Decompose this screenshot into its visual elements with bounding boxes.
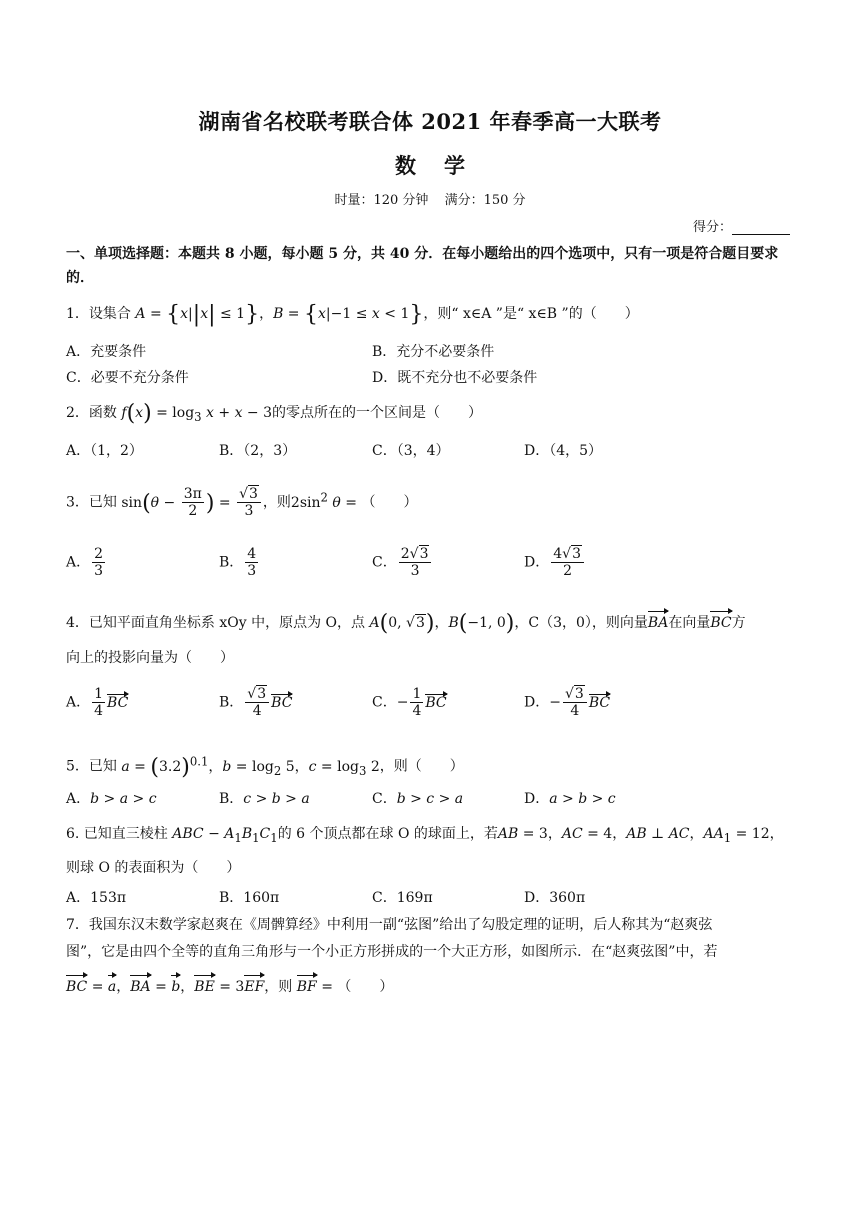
q7-line3-end: （ ） — [337, 979, 394, 995]
q5-formula: $a = (3.2)^{0.1}$，$b = \log_2 5$，$c = \log_3 2$ — [121, 754, 380, 780]
q6-line1-pre: 6. 已知直三棱柱 — [66, 826, 168, 842]
q3-formula: sin(θ − $\frac{3\pi}{2}$ ) = $\frac{√3}{3}$ — [121, 495, 263, 511]
q4-line1-end: 方 — [731, 615, 746, 631]
q5-stem-pre: 5．已知 — [66, 758, 117, 775]
question-4-line-2: 向上的投影向量为（ ） — [66, 650, 234, 666]
q5-option-c[interactable] — [372, 788, 463, 808]
q4-option-b[interactable]: B． $\frac{√3}{4}$ BC — [219, 686, 293, 719]
q5-option-d[interactable] — [524, 788, 616, 808]
q1-formula: A = {x||x| ≤ 1}，B = {x|−1 ≤ x < 1} — [135, 302, 424, 327]
q7-vectors: BC = a，BA = b，BE = 3EF，则 BF = — [66, 979, 337, 995]
q6-prism: ABC − $A_1B_1C_1$ — [172, 826, 278, 845]
score-field — [693, 216, 790, 235]
question-6-line-1 — [66, 823, 796, 849]
q1-option-b[interactable]: B．充分不必要条件 — [372, 344, 495, 360]
q3-stem-mid: ，则 — [262, 494, 291, 511]
question-2 — [66, 402, 796, 428]
score-blank[interactable] — [732, 222, 790, 235]
q4-label-b: B． — [219, 694, 244, 711]
q4-line1-pre: 4．已知平面直角坐标系 xOy 中，原点为 O，点 — [66, 615, 366, 631]
q5-options — [66, 788, 796, 810]
q3-option-b[interactable]: B． $\frac{4}{3}$ — [219, 546, 257, 579]
q6-option-b[interactable] — [219, 887, 279, 907]
question-4-line-1 — [66, 612, 796, 635]
q6-options — [66, 887, 796, 909]
q6-line1-mid: 的 6 个顶点都在球 O 的球面上，若 — [277, 826, 498, 842]
question-5 — [66, 750, 796, 781]
q6-label-a: A． — [66, 890, 91, 906]
score-label: 得分： — [692, 220, 732, 235]
q6-option-d-text: 360π — [549, 890, 586, 906]
q3-option-c[interactable]: C． $\frac{2√3}{3}$ — [372, 546, 433, 579]
q6-option-d[interactable] — [524, 887, 585, 907]
q2-formula: $f(x) = \log_3 x + x - 3$ — [121, 401, 273, 426]
q6-option-c[interactable] — [372, 887, 433, 907]
q1-option-c[interactable]: C．必要不充分条件 — [66, 370, 189, 386]
q3-option-d[interactable]: D． $\frac{4√3}{2}$ — [524, 546, 586, 579]
q3-label-d: D． — [524, 554, 550, 571]
q2-option-a[interactable]: A．（1，2） — [66, 443, 143, 459]
q3-formula-2: $2\sin^2$ θ = — [290, 490, 362, 511]
q1-options-row-2 — [66, 367, 796, 389]
q3-label-b: B． — [219, 554, 244, 571]
subject-title — [0, 150, 860, 180]
q4-vector-ba: BA — [648, 612, 668, 634]
q4-line1-mid: ，C（3，0），则向量 — [514, 615, 648, 631]
question-7-line-3 — [66, 976, 796, 998]
q4-option-c[interactable]: C．− $\frac{1}{4}$ BC — [372, 686, 447, 719]
time-limit: 时量：120 分钟 — [334, 193, 429, 208]
question-7-line-2: 图”，它是由四个全等的直角三角形与一个小正方形拼成的一个大正方形，如图所示．在“赵爽弦图”中，若 — [66, 944, 718, 960]
question-7-line-1: 7．我国东汉末数学家赵爽在《周髀算经》中利用一副“弦图”给出了勾股定理的证明，后人称其为“赵爽弦 — [66, 917, 713, 933]
q6-label-d: D． — [524, 890, 550, 906]
q3-stem-pre: 3．已知 — [66, 494, 117, 511]
q1-option-a[interactable]: A．充要条件 — [66, 344, 147, 360]
q5-option-a[interactable] — [66, 788, 157, 808]
q4-line1-mid2: 在向量 — [668, 615, 711, 631]
subject-char-2: 学 — [444, 153, 465, 178]
q2-stem-post: 的零点所在的一个区间是（ ） — [272, 405, 483, 421]
q6-label-b: B． — [219, 890, 244, 906]
q6-label-c: C． — [372, 890, 397, 906]
q3-label-a: A． — [66, 554, 91, 571]
q3-options — [66, 546, 796, 586]
q5-option-d-text: a > b > c — [549, 791, 616, 807]
question-3 — [66, 478, 796, 523]
q1-stem-pre: 1．设集合 — [66, 306, 131, 322]
q6-conditions: AB = 3，AC = 4，AB ⊥ AC，$AA_1 = 12$， — [497, 826, 784, 845]
q4-points: A(0, √3)，B(−1, 0) — [369, 611, 515, 636]
q5-label-b: B． — [219, 791, 244, 807]
q1-option-d[interactable]: D．既不充分也不必要条件 — [372, 370, 538, 386]
q4-option-d[interactable]: D．− $\frac{√3}{4}$ BC — [524, 686, 611, 719]
exam-meta — [0, 189, 860, 208]
q6-option-b-text: 160π — [243, 890, 280, 906]
exam-title: 湖南省名校联考联合体 2021 年春季高一大联考 — [198, 109, 662, 134]
q4-label-a: A． — [66, 694, 91, 711]
q1-options-row-1 — [66, 341, 796, 363]
q4-label-c: C． — [372, 694, 397, 711]
q3-stem-post: （ ） — [361, 494, 418, 511]
q4-option-a[interactable]: A． $\frac{1}{4}$ BC — [66, 686, 129, 719]
q4-vector-bc: BC — [710, 612, 731, 634]
q4-label-d: D． — [524, 694, 550, 711]
q5-label-d: D． — [524, 791, 550, 807]
section-heading: 一、单项选择题：本题共 8 小题，每小题 5 分，共 40 分．在每小题给出的四个选项中，只有一项是符合题目要求的． — [66, 246, 779, 286]
subject-char-1: 数 — [395, 153, 416, 178]
q1-stem-post: ，则“ x∈A ”是“ x∈B ”的（ ） — [423, 306, 639, 322]
q5-stem-post: ，则（ ） — [379, 758, 464, 775]
q5-option-b[interactable] — [219, 788, 310, 808]
full-score: 满分：150 分 — [444, 193, 526, 208]
q5-option-a-text: b > a > c — [90, 791, 157, 807]
q3-option-a[interactable]: A． $\frac{2}{3}$ — [66, 546, 104, 579]
q6-option-c-text: 169π — [396, 890, 433, 906]
q6-option-a[interactable] — [66, 887, 126, 907]
q5-label-c: C． — [372, 791, 397, 807]
q5-option-c-text: b > c > a — [396, 791, 464, 807]
q3-label-c: C． — [372, 554, 397, 571]
q6-option-a-text: 153π — [90, 890, 127, 906]
q5-option-b-text: c > b > a — [243, 791, 310, 807]
question-1 — [66, 303, 796, 326]
q4-options — [66, 686, 796, 726]
question-6-line-2: 则球 O 的表面积为（ ） — [66, 860, 241, 876]
q2-stem-pre: 2．函数 — [66, 405, 117, 421]
q5-label-a: A． — [66, 791, 91, 807]
q2-option-c[interactable]: C．（3，4） — [372, 443, 450, 459]
q2-option-d[interactable]: D．（4，5） — [524, 443, 603, 459]
q2-options — [66, 440, 796, 462]
q2-option-b[interactable]: B．（2，3） — [219, 443, 297, 459]
